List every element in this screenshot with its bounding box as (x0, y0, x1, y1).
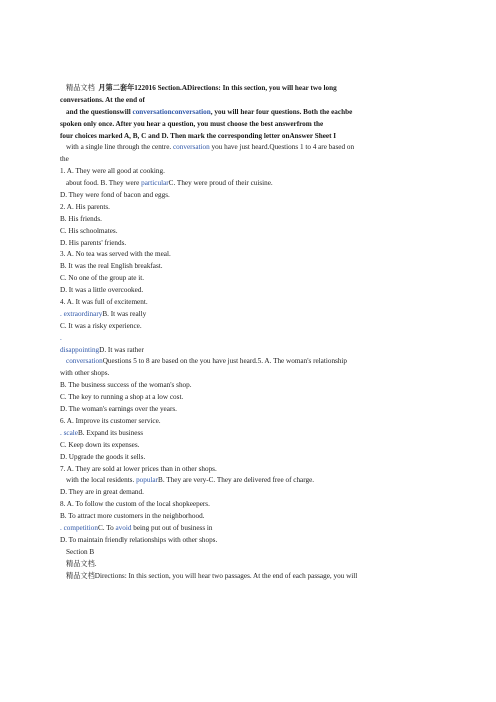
glossary-link[interactable]: disappointing (60, 345, 100, 354)
question-option: D. They were fond of bacon and eggs. (60, 191, 170, 200)
question-option: D. Upgrade the goods it sells. (60, 452, 146, 461)
question-option: 7. A. They are sold at lower prices than in other shops. (60, 464, 217, 473)
directions-line: conversations. At the end of (60, 95, 145, 104)
watermark-label: 精品文档 (66, 84, 95, 92)
section-a-heading: 月第二套年122016 Section.ADirections: In this section, you will hear two long (98, 84, 337, 92)
questions-intro: conversationQuestions 5 to 8 are based on the you have just heard.5. A. The woman's relationship (66, 357, 348, 366)
glossary-link[interactable]: avoid (115, 523, 132, 532)
question-option: D. The woman's earnings over the years. (60, 405, 177, 414)
question-option: C. No one of the group ate it. (60, 274, 145, 283)
footer-watermark: 精品文档. (66, 559, 97, 568)
header-line (60, 83, 440, 95)
glossary-link[interactable]: . scale (60, 428, 78, 437)
question-option: with the local residents. popularB. They are very-C. They are delivered free of charge. (66, 476, 315, 485)
question-option: 3. A. No tea was served with the meal. (60, 250, 171, 259)
document-body (60, 83, 440, 582)
watermark-label: 精品文档 (66, 571, 95, 580)
directions-line: and the questionswill conversationconversation, you will hear four questions. Both the eachbe (66, 107, 353, 116)
question-option: . extraordinaryB. It was really (60, 309, 147, 318)
question-option: about food. B. They were particularC. They were proud of their cuisine. (66, 179, 273, 188)
question-option: disappointingD. It was rather (60, 345, 144, 354)
question-option: C. It was a risky experience. (60, 321, 142, 330)
question-option: B. His friends. (60, 214, 102, 223)
glossary-link[interactable]: conversation (172, 143, 210, 152)
footer-line: 精品文档Directions: In this section, you will hear two passages. At the end of each passage, you will (66, 571, 358, 580)
question-option: 8. A. To follow the custom of the local shopkeepers. (60, 500, 210, 509)
question-option: D. His parents' friends. (60, 238, 127, 247)
stray-mark: . (60, 333, 62, 342)
glossary-link[interactable]: . competition (60, 523, 98, 532)
question-option: D. To maintain friendly relationships with other shops. (60, 535, 218, 544)
glossary-link[interactable]: conversation (66, 357, 103, 366)
question-option: 1. A. They were all good at cooking. (60, 167, 165, 176)
question-option: 4. A. It was full of excitement. (60, 298, 148, 307)
section-b-heading: Section B (66, 547, 95, 556)
question-option: C. His schoolmates. (60, 226, 118, 235)
question-option: . scaleB. Expand its business (60, 428, 144, 437)
directions-line: the (60, 155, 69, 164)
glossary-link[interactable]: particular (141, 179, 169, 188)
question-option: with other shops. (60, 369, 110, 378)
question-option: . competitionC. To avoid being put out of business in (60, 523, 213, 532)
directions-line: spoken only once. After you hear a question, you must choose the best answerfrom the (60, 119, 324, 128)
question-option: D. They are in great demand. (60, 488, 144, 497)
question-option: B. To attract more customers in the neighborhood. (60, 512, 205, 521)
glossary-link[interactable]: . extraordinary (60, 309, 103, 318)
directions-line: four choices marked A, B, C and D. Then mark the corresponding letter onAnswer Sheet I (60, 131, 337, 140)
question-option: 2. A. His parents. (60, 202, 110, 211)
glossary-link[interactable]: conversationconversation (132, 107, 211, 116)
question-option: C. Keep down its expenses. (60, 440, 140, 449)
question-option: B. It was the real English breakfast. (60, 262, 163, 271)
glossary-link[interactable]: popular (136, 476, 159, 485)
question-option: D. It was a little overcooked. (60, 286, 144, 295)
question-option: B. The business success of the woman's shop. (60, 381, 192, 390)
directions-line: with a single line through the centre. conversation you have just heard.Questions 1 to 4 are based on (66, 143, 355, 152)
question-option: 6. A. Improve its customer service. (60, 416, 161, 425)
question-option: C. The key to running a shop at a low cost. (60, 393, 184, 402)
